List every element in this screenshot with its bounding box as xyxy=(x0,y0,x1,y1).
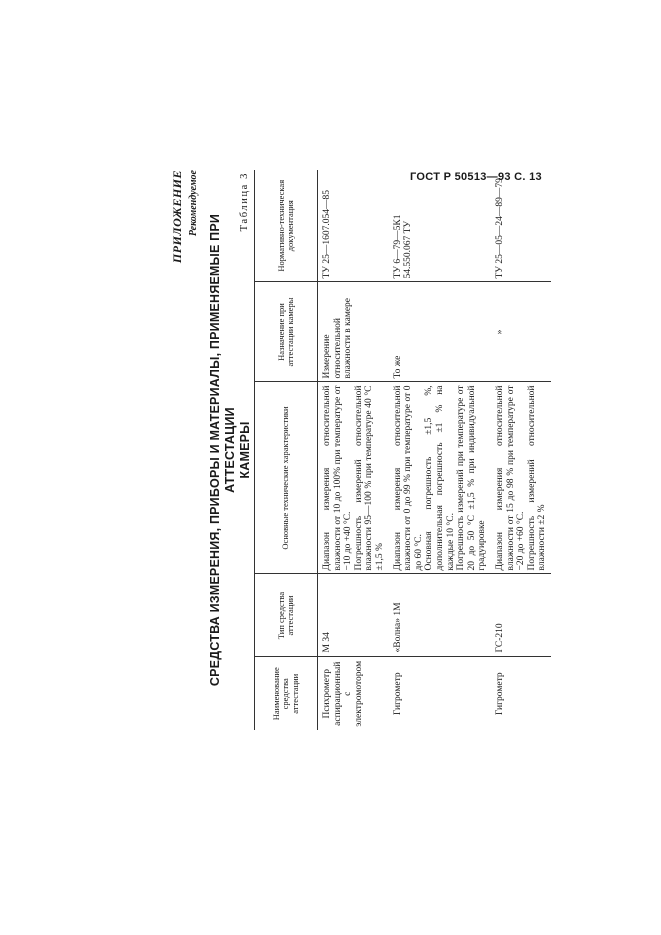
cell-type: М 34 xyxy=(318,574,389,657)
spec-line: Диапазон измерения относительной влажности от 0 до 99 % при температуре от 0 до 60 °С. xyxy=(392,385,424,571)
cell-document: ТУ 25—1607.054—85 xyxy=(318,170,389,282)
appendix-heading xyxy=(170,170,199,263)
cell-document: ТУ 6—79—5К1 54.550.067 ТУ xyxy=(389,170,491,282)
cell-specs xyxy=(318,382,389,574)
appendix-title: ПРИЛОЖЕНИЕ xyxy=(170,170,184,264)
cell-name: Психрометр аспирационный с электромотором xyxy=(322,660,364,727)
rotated-page-content xyxy=(170,170,548,730)
cell-name: Гигрометр xyxy=(392,672,403,716)
cell-name: Гигрометр xyxy=(494,672,505,716)
spec-line: Погрешность измерений относительной влажности ±2 % xyxy=(526,385,548,571)
cell-purpose: То же xyxy=(389,282,491,382)
cell-purpose: » xyxy=(491,282,551,382)
column-header-document: Нормативно-техническая документация xyxy=(255,170,318,282)
spec-line: Диапазон измерения относительной влажности от 15 до 98 % при температуре от −20 до +60 °С. xyxy=(494,385,527,571)
page-header-standard-ref: ГОСТ Р 50513—93 С. 13 xyxy=(410,171,542,183)
attestation-instruments-table xyxy=(254,170,551,730)
spec-line: Диапазон измерения относительной влажности от 10 до 100% при температуре от −10 до +40 °С. xyxy=(322,385,354,571)
cell-specs xyxy=(491,382,551,574)
column-header-type: Тип средства аттестации xyxy=(255,574,318,657)
table-container xyxy=(254,170,551,730)
column-header-purpose: Назначение при аттестации камеры xyxy=(255,282,318,382)
document-title-line-1: СРЕДСТВА ИЗМЕРЕНИЯ, ПРИБОРЫ И МАТЕРИАЛЫ, ПРИМЕНЯЕМЫЕ ПРИ АТТЕСТАЦИИ xyxy=(208,213,237,687)
document-title-line-2: КАМЕРЫ xyxy=(238,421,252,479)
spec-line: Погрешность измерений при температуре от 20 до 50 °С ±1,5 % при индивидуальной градуировке xyxy=(456,385,488,571)
table-row xyxy=(389,170,491,730)
column-header-specs: Основные технические характеристики xyxy=(255,382,318,574)
cell-type: ГС-210 xyxy=(491,574,551,657)
table-header-row xyxy=(255,170,318,730)
cell-specs xyxy=(389,382,491,574)
table-row xyxy=(318,170,389,730)
document-title xyxy=(208,170,253,730)
table-row xyxy=(491,170,551,730)
cell-type: «Волна» 1М xyxy=(389,574,491,657)
table-label: Таблица 3 xyxy=(239,172,250,232)
spec-line: Погрешность измерений относительной влажности 95—100 % при температуре 40 °С ±1,5 % xyxy=(353,385,385,571)
appendix-subtitle: Рекомендуемое xyxy=(188,170,199,237)
spec-line: Основная погрешность ±1,5 %, дополнительная погрешность ±1 % на каждые 10 °С. xyxy=(424,385,456,571)
cell-purpose: Измерение относительной влажности в камере xyxy=(318,282,389,382)
column-header-name: Наименование средства аттестации xyxy=(255,657,318,730)
cell-document: ТУ 25—05—24—89—79 xyxy=(491,170,551,282)
